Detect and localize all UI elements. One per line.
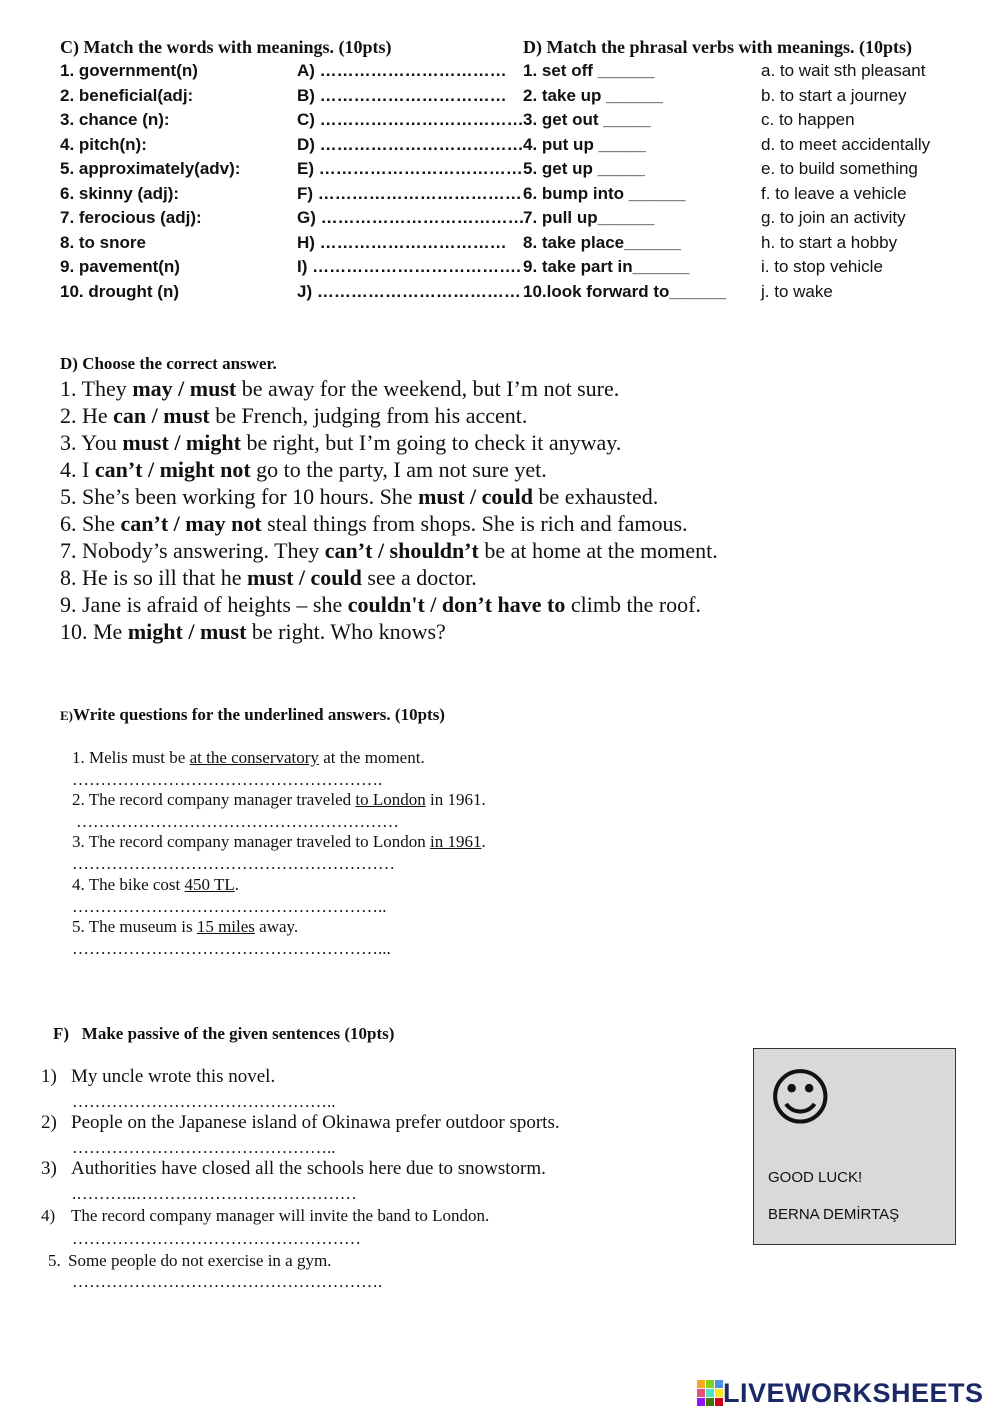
answer-line[interactable]: ………………………………………………. [72,1272,383,1291]
passive-sentence: People on the Japanese island of Okinawa prefer outdoor sports. [71,1112,560,1133]
section-c-title: C) Match the words with meanings. (10pts) [60,37,392,57]
word-blank[interactable]: B) …………………………… [297,86,507,105]
word-item: 9. pavement(n) [60,257,180,276]
choose-options[interactable]: must / might [122,430,241,455]
passive-item [41,1206,490,1226]
answer-line[interactable]: ……………………………………….. [72,1138,336,1157]
phrasal-verb-item[interactable]: 8. take place______ [523,233,681,252]
word-blank[interactable]: G) ……………………………… [297,208,525,227]
section-e-title [60,705,445,725]
choose-text: see a doctor. [361,565,477,590]
word-blank[interactable]: E) ……………………………… [297,159,523,178]
match-row [0,184,1000,208]
question-text: 5. The museum is [72,917,197,936]
section-e-label: E) [60,708,73,723]
good-luck-box [753,1048,956,1245]
question-text: away. [254,917,299,936]
choose-text: 7. Nobody’s answering. They [60,538,325,563]
question-item [72,917,298,937]
passive-sentence: Some people do not exercise in a gym. [68,1251,332,1270]
answer-line[interactable]: ………………………………………………... [72,939,391,958]
choose-item[interactable] [60,484,658,510]
phrasal-verb-item[interactable]: 2. take up ______ [523,86,663,105]
choose-text: climb the roof. [565,592,701,617]
phrasal-verb-item[interactable]: 9. take part in______ [523,257,690,276]
word-blank[interactable]: D) ……………………………… [297,135,524,154]
phrasal-meaning: b. to start a journey [761,86,907,105]
word-blank[interactable]: J) ……………………………… [297,282,521,301]
word-blank[interactable]: I) ………………………………. [297,257,521,276]
question-text: at the moment. [318,748,425,767]
word-blank[interactable]: F) ……………………………… [297,184,522,203]
phrasal-meaning: i. to stop vehicle [761,257,883,276]
word-item: 7. ferocious (adj): [60,208,202,227]
answer-line[interactable]: .………..………………………………… [72,1184,357,1203]
phrasal-meaning: f. to leave a vehicle [761,184,907,203]
match-row [0,86,1000,110]
phrasal-meaning: g. to join an activity [761,208,906,227]
match-row [0,61,1000,85]
word-item: 8. to snore [60,233,146,252]
choose-item[interactable] [60,376,619,402]
word-item: 6. skinny (adj): [60,184,180,203]
passive-item [41,1066,276,1088]
choose-text: 9. Jane is afraid of heights – she [60,592,348,617]
phrasal-meaning: a. to wait sth pleasant [761,61,926,80]
choose-text: steal things from shops. She is rich and famous. [261,511,688,536]
choose-item[interactable] [60,538,718,564]
choose-options[interactable]: couldn't / don’t have to [347,592,566,617]
choose-text: be right. Who knows? [246,619,446,644]
phrasal-meaning: d. to meet accidentally [761,135,931,154]
choose-item[interactable] [60,511,688,537]
phrasal-meaning: e. to build something [761,159,918,178]
choose-options[interactable]: can / must [113,403,210,428]
passive-number: 3) [41,1158,57,1179]
passive-item [41,1158,546,1180]
passive-number: 2) [41,1112,57,1133]
choose-options[interactable]: may / must [132,376,237,401]
choose-item[interactable] [60,619,446,645]
choose-text: be French, judging from his accent. [209,403,528,428]
choose-item[interactable] [60,430,621,456]
choose-item[interactable] [60,457,547,483]
choose-options[interactable]: can’t / shouldn’t [324,538,479,563]
question-item [72,832,486,852]
answer-line[interactable]: ……………………………………….. [72,1092,336,1111]
section-d-match-title: D) Match the phrasal verbs with meanings. (10pts) [523,37,912,57]
liveworksheets-logo [697,1378,984,1408]
choose-text: be away for the weekend, but I’m not sure. [236,376,620,401]
passive-number: 4) [41,1206,56,1225]
phrasal-verb-item[interactable]: 6. bump into ______ [523,184,686,203]
match-row [0,208,1000,232]
passive-number: 1) [41,1066,57,1087]
word-blank[interactable]: A) …………………………… [297,61,507,80]
choose-options[interactable]: can’t / might not [94,457,251,482]
section-e-title-text: Write questions for the underlined answers. (10pts) [73,705,445,724]
choose-text: 10. Me [60,619,128,644]
question-text: . [481,832,486,851]
word-item: 4. pitch(n): [60,135,147,154]
answer-line[interactable]: ………………………………………………… [76,812,399,831]
phrasal-verb-item[interactable]: 3. get out _____ [523,110,651,129]
phrasal-verb-item[interactable]: 7. pull up______ [523,208,655,227]
passive-item [41,1112,560,1134]
choose-text: 5. She’s been working for 10 hours. She [60,484,419,509]
question-item [72,790,486,810]
choose-text: 4. I [60,457,95,482]
choose-options[interactable]: must / could [418,484,533,509]
phrasal-meaning: c. to happen [761,110,855,129]
match-row [0,282,1000,306]
word-item: 1. government(n) [60,61,198,80]
answer-line[interactable]: ………………………………………………. [72,770,383,789]
choose-item[interactable] [60,592,701,618]
author-name: BERNA DEMİRTAŞ [768,1206,900,1223]
phrasal-verb-item[interactable]: 1. set off ______ [523,61,655,80]
section-f-title: F) Make passive of the given sentences (10pts) [53,1024,395,1043]
choose-text: 1. They [60,376,133,401]
good-luck-text: GOOD LUCK! [768,1169,863,1186]
choose-options[interactable]: can’t / may not [120,511,262,536]
underlined-answer: in 1961 [429,832,482,851]
answer-line[interactable]: …………………………………………… [72,1229,361,1248]
logo-text: LIVEWORKSHEETS [723,1377,984,1408]
word-blank[interactable]: H) …………………………… [297,233,507,252]
section-d-choose-title: D) Choose the correct answer. [60,354,277,373]
passive-sentence: The record company manager will invite the band to London. [71,1206,490,1225]
question-text: in 1961. [425,790,486,809]
choose-options[interactable]: might / must [127,619,247,644]
answer-line[interactable]: ……………………………………………….. [72,897,387,916]
underlined-answer: 15 miles [196,917,255,936]
word-item: 10. drought (n) [60,282,179,301]
passive-sentence: My uncle wrote this novel. [71,1066,276,1087]
question-text: 4. The bike cost [72,875,185,894]
question-item [72,748,425,768]
choose-text: be exhausted. [533,484,659,509]
question-item [72,875,239,895]
underlined-answer: 450 TL [184,875,235,894]
word-item: 5. approximately(adv): [60,159,241,178]
choose-text: 3. You [60,430,123,455]
word-blank[interactable]: C) ……………………………… [297,110,524,129]
passive-sentence: Authorities have closed all the schools here due to snowstorm. [71,1158,546,1179]
match-row [0,110,1000,134]
question-text: 1. Melis must be [72,748,190,767]
choose-text: 2. He [60,403,114,428]
choose-options[interactable]: must / could [246,565,362,590]
match-row [0,233,1000,257]
smiley-icon: ☺ [768,1061,833,1134]
choose-item[interactable] [60,565,477,591]
phrasal-verb-item[interactable]: 4. put up _____ [523,135,646,154]
match-row [0,135,1000,159]
match-row [0,159,1000,183]
phrasal-meaning: h. to start a hobby [761,233,898,252]
choose-text: be right, but I’m going to check it anyway. [240,430,622,455]
choose-text: go to the party, I am not sure yet. [250,457,547,482]
question-text: 2. The record company manager traveled [72,790,356,809]
choose-text: 6. She [60,511,121,536]
phrasal-verb-item[interactable]: 5. get up _____ [523,159,645,178]
word-item: 2. beneficial(adj: [60,86,194,105]
choose-text: be at home at the moment. [478,538,718,563]
logo-icon [697,1380,723,1406]
word-item: 3. chance (n): [60,110,170,129]
choose-item[interactable] [60,403,527,429]
question-text: 3. The record company manager traveled to London [72,832,430,851]
underlined-answer: to London [355,790,426,809]
underlined-answer: at the conservatory [189,748,319,767]
passive-number: 5. [48,1251,61,1270]
question-text: . [234,875,239,894]
choose-text: 8. He is so ill that he [60,565,247,590]
phrasal-verb-item[interactable]: 10.look forward to______ [523,282,727,301]
match-row [0,257,1000,281]
passive-item [48,1251,332,1271]
answer-line[interactable]: ………………………………………………… [72,854,395,873]
phrasal-meaning: j. to wake [761,282,833,301]
